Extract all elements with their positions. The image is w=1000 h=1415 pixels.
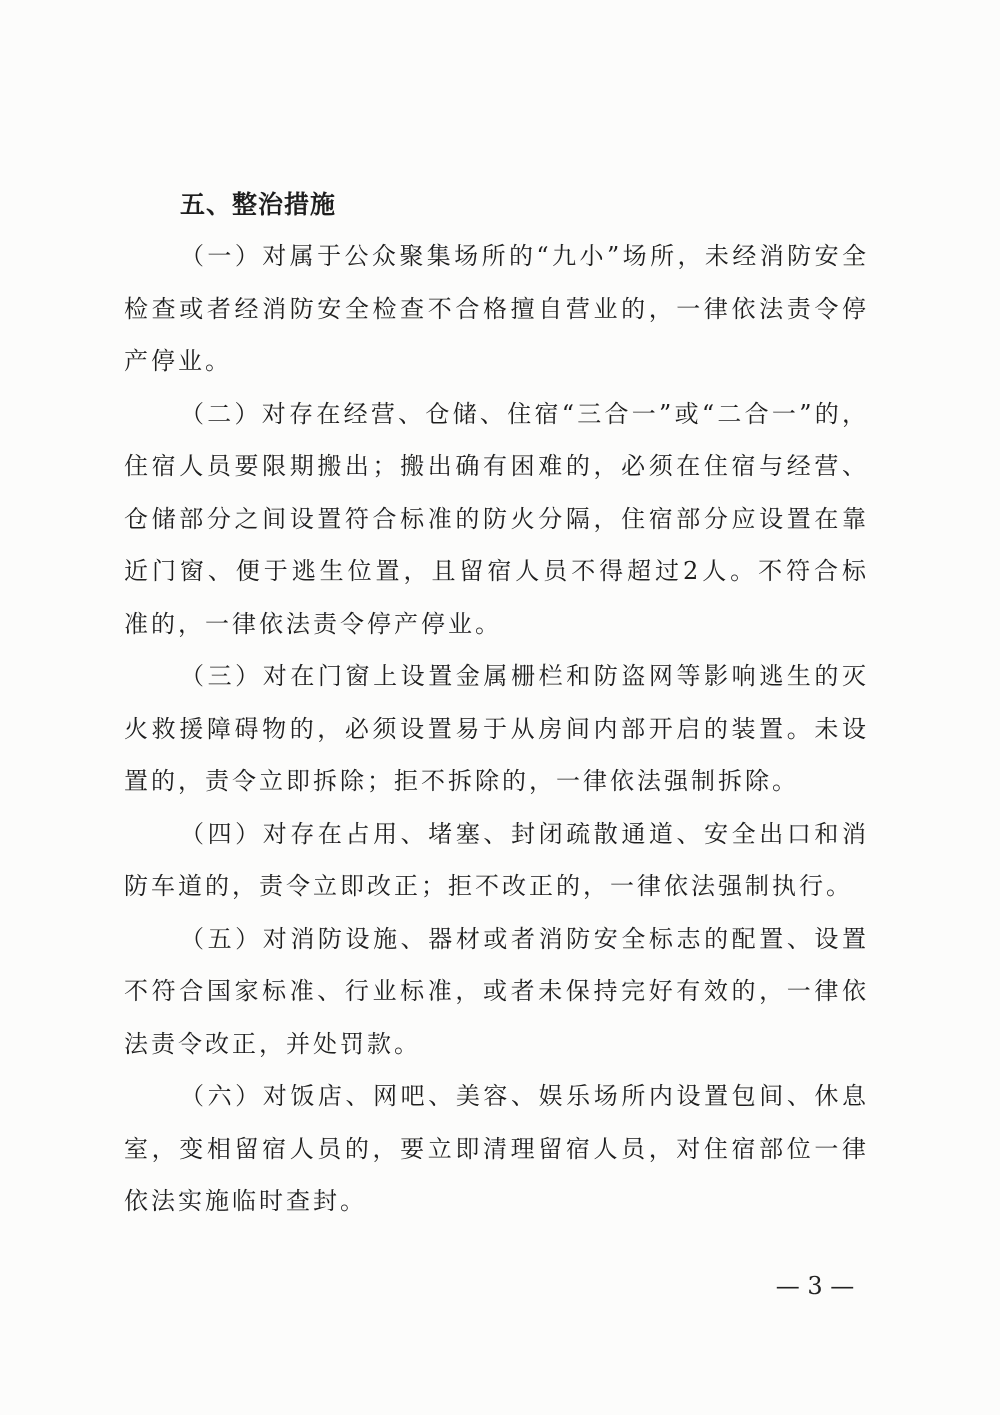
- paragraph-1: （一）对属于公众聚集场所的“九小”场所，未经消防安全检查或者经消防安全检查不合格擅自营业的，一律依法责令停产停业。: [124, 242, 869, 375]
- paragraph-6: （六）对饭店、网吧、美容、娱乐场所内设置包间、休息室，变相留宿人员的，要立即清理留宿人员，对住宿部位一律依法实施临时查封。: [124, 1082, 869, 1215]
- page-number: — 3 —: [775, 1272, 855, 1300]
- document-body: [124, 180, 869, 1228]
- paragraph-3: （三）对在门窗上设置金属栅栏和防盗网等影响逃生的灭火救援障碍物的，必须设置易于从房间内部开启的装置。未设置的，责令立即拆除；拒不拆除的，一律依法强制拆除。: [124, 662, 869, 795]
- paragraph-2: （二）对存在经营、仓储、住宿“三合一”或“二合一”的，住宿人员要限期搬出；搬出确有困难的，必须在住宿与经营、仓储部分之间设置符合标准的防火分隔，住宿部分应设置在靠近门窗、便于逃生位置，且留宿人员不得超过2人。不符合标准的，一律依法责令停产停业。: [124, 399, 869, 638]
- section-heading: 五、整治措施: [180, 190, 337, 219]
- paragraph-5: （五）对消防设施、器材或者消防安全标志的配置、设置不符合国家标准、行业标准，或者未保持完好有效的，一律依法责令改正，并处罚款。: [124, 924, 869, 1058]
- paragraph-4: （四）对存在占用、堵塞、封闭疏散通道、安全出口和消防车道的，责令立即改正；拒不改正的，一律依法强制执行。: [124, 819, 869, 900]
